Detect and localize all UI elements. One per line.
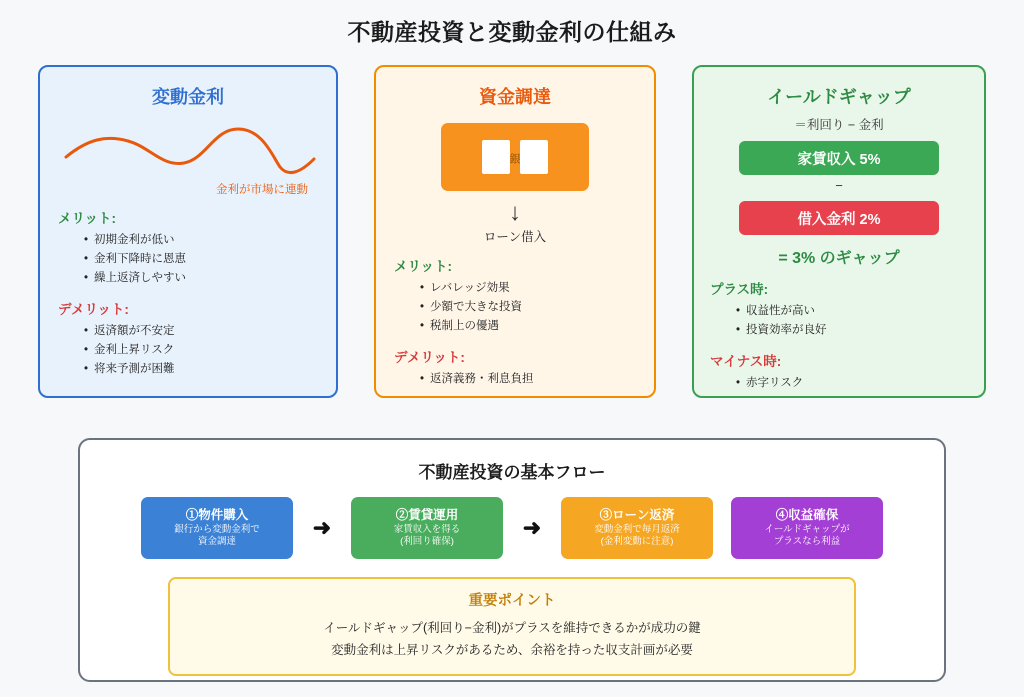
list-item: • 繰上返済しやすい — [84, 269, 318, 288]
list-item: • 金利下降時に恩恵 — [84, 250, 318, 269]
flow-step-2-title: ②賃貸運用 — [395, 507, 459, 522]
flow-panel — [78, 438, 946, 682]
gap-result: = 3% のギャップ — [778, 250, 900, 267]
arrow-down-icon: ↓ — [509, 199, 521, 226]
card-funding-title: 資金調達 — [479, 87, 551, 107]
list-item: • 収益性が高い — [736, 302, 968, 321]
list-item: • レバレッジ効果 — [420, 279, 636, 298]
flow-step-1-line1: 銀行から変動金利で — [174, 523, 260, 535]
flow-step-4-title: ④収益確保 — [775, 507, 839, 522]
list-item: • 将来予測が困難 — [84, 360, 318, 379]
flow-step-3-line2: (金利変動に注意) — [600, 536, 674, 548]
flow-step-1-title: ①物件購入 — [185, 507, 249, 522]
variable-merit-label: メリット: — [58, 211, 116, 226]
funding-merit-label: メリット: — [394, 259, 452, 274]
key-points-box — [168, 577, 856, 676]
yield-minus-label: マイナス時: — [710, 353, 782, 369]
list-item: • 投資効率が良好 — [736, 321, 968, 340]
flow-step-3-line1: 変動金利で毎月返済 — [594, 523, 680, 535]
flow-arrow-icon-1: ➜ — [312, 515, 332, 540]
yield-formula: ＝利回り − 金利 — [794, 118, 884, 132]
card-variable-rate-title: 変動金利 — [152, 87, 224, 107]
list-item: • 少額で大きな投資 — [420, 298, 636, 317]
flow-step-1 — [141, 497, 293, 559]
bank-building-icon — [441, 123, 589, 191]
variable-demerit-list — [72, 322, 318, 379]
flow-step-2-line1: 家賃収入を得る — [393, 523, 461, 535]
key-points-title: 重要ポイント — [468, 593, 556, 609]
flow-step-3 — [561, 497, 713, 559]
funding-demerit-list — [408, 370, 636, 389]
bank-window-left — [482, 140, 510, 174]
list-item: • 初期金利が低い — [84, 231, 318, 250]
card-variable-rate — [38, 65, 338, 398]
funding-demerit-label: デメリット: — [394, 349, 465, 365]
bank-window-right — [520, 140, 548, 174]
flow-step-1-line2: 資金調達 — [197, 536, 236, 548]
list-item: • 返済額が不安定 — [84, 322, 318, 341]
flow-step-4-line1: イールドギャップが — [764, 523, 850, 535]
flow-step-4-line2: プラスなら利益 — [773, 536, 841, 548]
flow-step-4 — [731, 497, 883, 559]
rent-income-badge: 家賃収入 5% — [739, 141, 939, 175]
flow-title: 不動産投資の基本フロー — [418, 463, 606, 482]
variable-demerit-label: デメリット: — [58, 301, 129, 317]
funding-merit-list — [408, 279, 636, 336]
wave-icon — [58, 115, 322, 185]
interest-rate-wave-chart — [58, 115, 318, 187]
loan-rate-badge: 借入金利 2% — [739, 201, 939, 235]
flow-step-3-title: ③ローン返済 — [599, 507, 675, 522]
yield-plus-list — [724, 302, 968, 340]
flow-arrow-icon-2: ➜ — [522, 515, 542, 540]
page-title: 不動産投資と変動金利の仕組み — [347, 19, 677, 45]
minus-operator: − — [835, 178, 843, 193]
card-yield-gap-title: イールドギャップ — [767, 87, 911, 107]
list-item: • 赤字リスク — [736, 374, 968, 393]
yield-minus-list — [724, 374, 968, 393]
flow-step-2 — [351, 497, 503, 559]
list-item: • 金利上昇リスク — [84, 341, 318, 360]
card-yield-gap — [692, 65, 986, 398]
yield-plus-label: プラス時: — [710, 282, 769, 297]
variable-merit-list — [72, 231, 318, 288]
flow-steps — [100, 497, 924, 559]
key-points-line-1: イールドギャップ(利回り−金利)がプラスを維持できるかが成功の鍵 — [323, 621, 701, 635]
flow-step-2-line2: (利回り確保) — [400, 536, 454, 548]
key-points-line-2: 変動金利は上昇リスクがあるため、余裕を持った収支計画が必要 — [331, 642, 693, 657]
top-cards-row — [0, 47, 1024, 398]
list-item: • 税制上の優遇 — [420, 317, 636, 336]
card-funding — [374, 65, 656, 398]
wave-caption: 金利が市場に連動 — [216, 184, 308, 196]
bank-label: 銀 — [509, 153, 521, 166]
funding-caption: ローン借入 — [483, 230, 547, 244]
list-item: • 返済義務・利息負担 — [420, 370, 636, 389]
